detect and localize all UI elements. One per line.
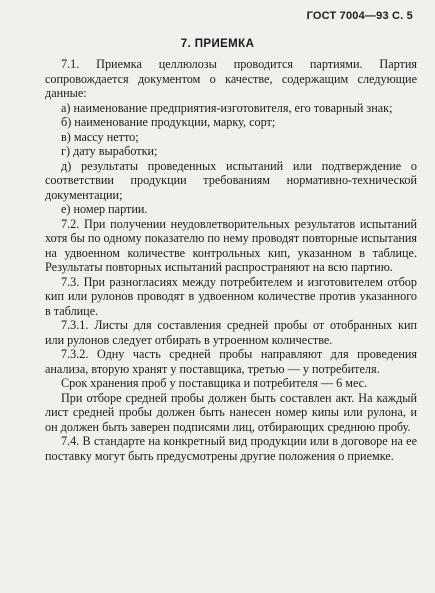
clause-7-3: 7.3. При разногласиях между потребителем и изготовителем отбор кип или рулонов проводят в удвоенном количестве против указанного в таблице. xyxy=(45,274,417,318)
list-item-a: а) наименование предприятия-изготовителя, его товарный знак; xyxy=(61,100,393,115)
list-item-b: б) наименование продукции, марку, сорт; xyxy=(61,115,276,129)
clause-7-3-1: 7.3.1. Листы для составления средней пробы от отобранных кип или рулонов следует отбирать в утроенном количестве. xyxy=(45,318,417,347)
clause-7-1: 7.1. Приемка целлюлозы проводится партиями. Партия сопровождается документом о качестве, содержащим следующие данные: xyxy=(45,57,417,100)
storage-term: Срок хранения проб у поставщика и потребителя — 6 мес. xyxy=(61,376,368,390)
list-item-g: г) дату выработки; xyxy=(61,144,158,158)
clause-7-2: 7.2. При получении неудовлетворительных результатов испытаний хотя бы по одному показателю по нему проводят повторные испытания на удвоенном количестве контрольных кип, указанном в таблице. Результаты повторных испытаний распространяют на всю партию. xyxy=(45,216,417,274)
section-body xyxy=(45,57,417,463)
list-item-d: д) результаты проведенных испытаний или подтверждение о соответствии продукции требованиям нормативно-технической документации; xyxy=(45,158,417,202)
clause-7-3-2: 7.3.2. Одну часть средней пробы направляют для проведения анализа, вторую хранят у поставщика, третью — у потребителя. xyxy=(45,347,417,376)
sampling-act: При отборе средней пробы должен быть составлен акт. На каждый лист средней пробы должен быть нанесен номер кипы или рулона, и он должен быть заверен подписями лиц, отбирающих среднюю пробу. xyxy=(45,390,417,434)
list-item-v: в) массу нетто; xyxy=(61,129,139,144)
clause-7-4: 7.4. В стандарте на конкретный вид продукции или в договоре на ее поставку могут быть предусмотрены другие положения о приемке. xyxy=(45,434,417,463)
section-title: 7. ПРИЕМКА xyxy=(180,38,255,50)
list-item-e: е) номер партии. xyxy=(61,202,148,216)
page-header: ГОСТ 7004—93 С. 5 xyxy=(306,10,413,22)
